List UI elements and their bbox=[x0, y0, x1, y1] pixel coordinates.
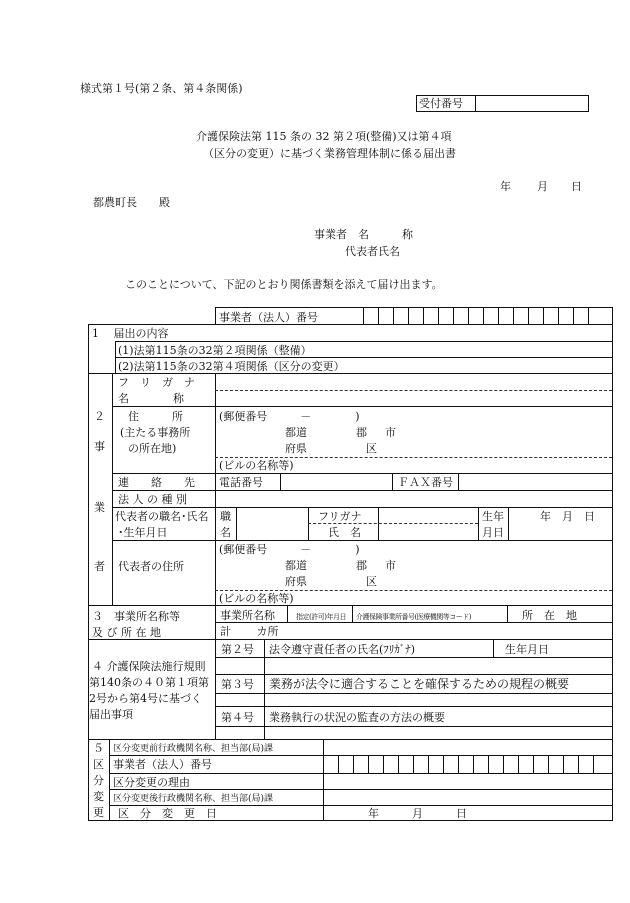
section4-title-line1: ４ 介護保険法施行規則 bbox=[92, 660, 206, 673]
section3-title-line1: ３ 事業所名称等 bbox=[92, 610, 180, 623]
corp-type-label: 法 人 の 種 別 bbox=[118, 493, 187, 506]
furigana-label: フ リ ガ ナ bbox=[118, 376, 195, 389]
section5-char3: 分 bbox=[93, 774, 104, 787]
date-year: 年 bbox=[500, 180, 511, 193]
rep-title-label2: ･生年月日 bbox=[118, 526, 168, 539]
name-label: 名 称 bbox=[118, 392, 184, 405]
section5-char5: 更 bbox=[93, 806, 104, 819]
date-day: 日 bbox=[571, 180, 582, 193]
item-no4: 第４号 bbox=[221, 711, 254, 724]
birth-date-placeholder: 年 月 日 bbox=[540, 510, 595, 523]
rep-gun-label: 郡 bbox=[356, 559, 367, 572]
section2-char2: 業 bbox=[94, 501, 105, 514]
office-total-label: 計 カ所 bbox=[220, 625, 279, 638]
compliance-officer-label: 法令遵守責任者の氏名(ﾌﾘｶﾞﾅ) bbox=[269, 643, 416, 656]
section4-title-line2: 第140条の４０第１項第 bbox=[89, 676, 209, 689]
location-label: 所 在 地 bbox=[522, 609, 577, 622]
change-reason-label: 区分変更の理由 bbox=[113, 776, 190, 789]
section3-title-line2: 及 び 所 在 地 bbox=[92, 626, 161, 639]
document-title-line2: （区分の変更）に基づく業務管理体制に係る届出書 bbox=[203, 147, 456, 160]
fuken-label: 府県 bbox=[285, 442, 307, 455]
rep-furigana-label: フリガナ bbox=[318, 510, 362, 523]
section2-char3: 者 bbox=[94, 560, 105, 573]
rep-name-label: 氏 名 bbox=[328, 526, 361, 539]
change-date-placeholder: 年 月 日 bbox=[368, 807, 467, 820]
audit-method-label: 業務執行の状況の監査の方法の概要 bbox=[269, 711, 445, 724]
address-label: 住 所 bbox=[128, 410, 183, 423]
regulations-summary-label: 業務が法令に適合することを確保するための規程の概要 bbox=[269, 677, 570, 691]
table-bottom-border bbox=[88, 820, 613, 821]
mei-label: 名 bbox=[220, 526, 231, 539]
building-label: (ビルの名称等) bbox=[219, 459, 294, 472]
section5-char4: 変 bbox=[93, 790, 104, 803]
section5-corp-number-label: 事業者（法人）番号 bbox=[113, 758, 212, 771]
rep-ku-label: 区 bbox=[366, 575, 377, 588]
fax-label: ＦＡＸ番号 bbox=[398, 476, 453, 489]
postal-code: (郵便番号 － ) bbox=[219, 410, 360, 423]
rep-todo-label: 都道 bbox=[285, 559, 307, 572]
designation-date-label: 指定(許可)年月日 bbox=[296, 613, 346, 621]
section2-char1: 事 bbox=[94, 440, 105, 453]
section4-title-line4: 届出事項 bbox=[89, 708, 133, 721]
rep-address-label: 代表者の住所 bbox=[118, 560, 184, 573]
pre-change-agency-label: 区分変更前行政機関名称、担当部(局)課 bbox=[113, 744, 274, 754]
section5-char1: ５ bbox=[93, 742, 104, 755]
ku-label: 区 bbox=[366, 442, 377, 455]
corp-number-label: 事業者（法人）番号 bbox=[219, 311, 318, 324]
birth-label1: 生年 bbox=[482, 510, 504, 523]
date-month: 月 bbox=[537, 180, 548, 193]
section1-item1: (1)法第115条の32第２項関係（整備） bbox=[118, 344, 312, 357]
business-name-label: 事業者 名 称 bbox=[314, 228, 413, 241]
section5-char2: 区 bbox=[93, 758, 104, 771]
rep-fuken-label: 府県 bbox=[285, 575, 307, 588]
table-left-border bbox=[88, 324, 89, 821]
office-number-label: 介護保険事業所番号(医療機関等コード) bbox=[356, 613, 471, 621]
shi-label: 市 bbox=[385, 426, 396, 439]
rep-postal-code: (郵便番号 － ) bbox=[219, 543, 360, 556]
compliance-officer-birth-label: 生年月日 bbox=[505, 643, 549, 656]
address-note1: (主たる事務所 bbox=[120, 426, 191, 439]
birth-label2: 月日 bbox=[482, 526, 504, 539]
todo-label: 都道 bbox=[285, 426, 307, 439]
intro-text: このことについて、下記のとおり関係書類を添えて届け出ます。 bbox=[125, 278, 443, 291]
section4-title-line3: 2号から第4号に基づく bbox=[89, 692, 202, 705]
table-right-border bbox=[612, 324, 613, 821]
gun-label: 郡 bbox=[356, 426, 367, 439]
representative-name-label: 代表者氏名 bbox=[345, 245, 400, 258]
shoku-label: 職 bbox=[220, 510, 231, 523]
document-title-line1: 介護保険法第 115 条の 32 第２項(整備)又は第４項 bbox=[196, 130, 452, 143]
post-change-agency-label: 区分変更後行政機関名称、担当部(局)課 bbox=[113, 794, 274, 804]
receipt-number-label: 受付番号 bbox=[419, 97, 463, 110]
table-top-border bbox=[88, 324, 613, 325]
addressee: 都農町長 殿 bbox=[93, 196, 170, 209]
section1-item2: (2)法第115条の32第４項関係（区分の変更） bbox=[118, 360, 345, 373]
section2-number: ２ bbox=[94, 410, 105, 423]
rep-building-label: (ビルの名称等) bbox=[219, 592, 294, 605]
address-note2: の所在地) bbox=[128, 442, 177, 455]
item-no3: 第３号 bbox=[221, 678, 254, 691]
office-name-label: 事業所名称 bbox=[220, 609, 275, 622]
rep-shi-label: 市 bbox=[385, 559, 396, 572]
item-no2: 第２号 bbox=[221, 643, 254, 656]
rep-title-label1: 代表者の職名･氏名 bbox=[115, 510, 209, 523]
section1-title: 1 届出の内容 bbox=[92, 327, 169, 340]
form-number: 様式第１号(第２条、第４条関係) bbox=[80, 82, 243, 95]
change-date-label: 区 分 変 更 日 bbox=[118, 807, 217, 820]
tel-label: 電話番号 bbox=[219, 476, 263, 489]
contact-label: 連 絡 先 bbox=[118, 476, 195, 489]
